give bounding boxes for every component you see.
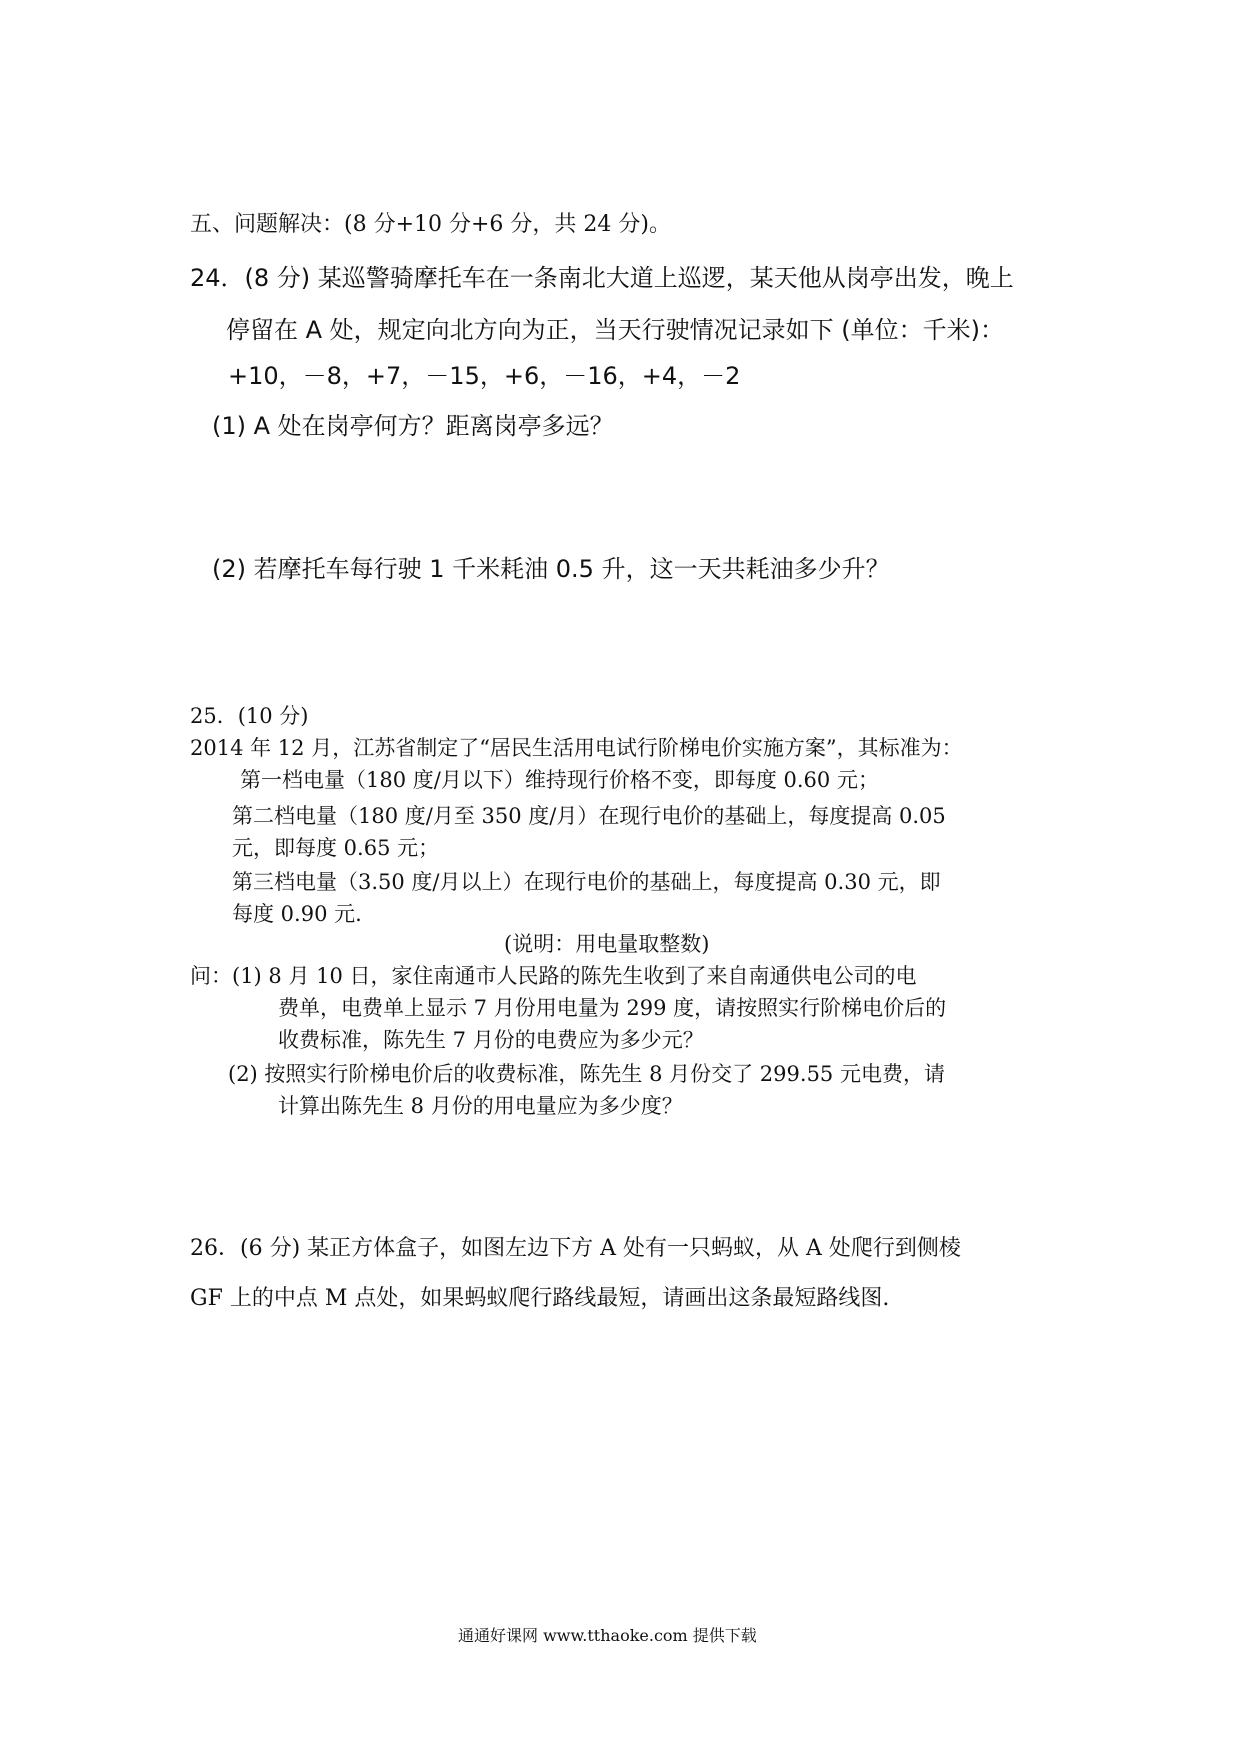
q25-tier1: 第一档电量（180 度/月以下）维持现行价格不变，即每度 0.60 元；	[240, 768, 879, 792]
q25-tier2-line1: 第二档电量（180 度/月至 350 度/月）在现行电价的基础上，每度提高 0.05	[232, 804, 946, 828]
q25-ask1-line2: 费单，电费单上显示 7 月份用电量为 299 度，请按照实行阶梯电价后的	[278, 996, 947, 1020]
q26-line1: 26．(6 分) 某正方体盒子，如图左边下方 A 处有一只蚂蚁，从 A 处爬行到侧棱	[190, 1236, 961, 1261]
q25-header: 25．(10 分)	[190, 704, 309, 728]
q25-tier3-line1: 第三档电量（3.50 度/月以上）在现行电价的基础上，每度提高 0.30 元，即	[232, 870, 941, 894]
section-title: 五、问题解决：(8 分+10 分+6 分，共 24 分)。	[190, 212, 671, 237]
q24-line2: 停留在 A 处，规定向北方向为正，当天行驶情况记录如下 (单位：千米)：	[226, 316, 1005, 344]
q25-ask2-line2: 计算出陈先生 8 月份的用电量应为多少度？	[278, 1094, 683, 1118]
q24-records: +10，－8，+7，－15，+6，－16，+4，－2	[228, 362, 741, 390]
q24-sub1: (1) A 处在岗亭何方？距离岗亭多远？	[212, 412, 614, 440]
q26-line2: GF 上的中点 M 点处，如果蚂蚁爬行路线最短，请画出这条最短路线图.	[190, 1286, 890, 1311]
q24-sub2: (2) 若摩托车每行驶 1 千米耗油 0.5 升，这一天共耗油多少升？	[212, 555, 890, 583]
q25-tier3-line2: 每度 0.90 元.	[232, 902, 362, 926]
page-footer: 通通好课网 www.tthaoke.com 提供下载	[458, 1626, 757, 1645]
q25-ask2-line1: (2) 按照实行阶梯电价后的收费标准，陈先生 8 月份交了 299.55 元电费，请	[228, 1062, 945, 1086]
q25-tier2-line2: 元，即每度 0.65 元；	[232, 836, 440, 860]
q25-ask1-line3: 收费标准，陈先生 7 月份的电费应为多少元？	[278, 1028, 704, 1052]
q25-intro: 2014 年 12 月，江苏省制定了“居民生活用电试行阶梯电价实施方案”，其标准为：	[190, 736, 963, 760]
q24-line1: 24．(8 分) 某巡警骑摩托车在一条南北大道上巡逻，某天他从岗亭出发，晚上	[190, 264, 1014, 292]
q25-note: (说明：用电量取整数)	[504, 932, 710, 956]
q25-ask1-line1: 问：(1) 8 月 10 日，家住南通市人民路的陈先生收到了来自南通供电公司的电	[190, 964, 917, 988]
